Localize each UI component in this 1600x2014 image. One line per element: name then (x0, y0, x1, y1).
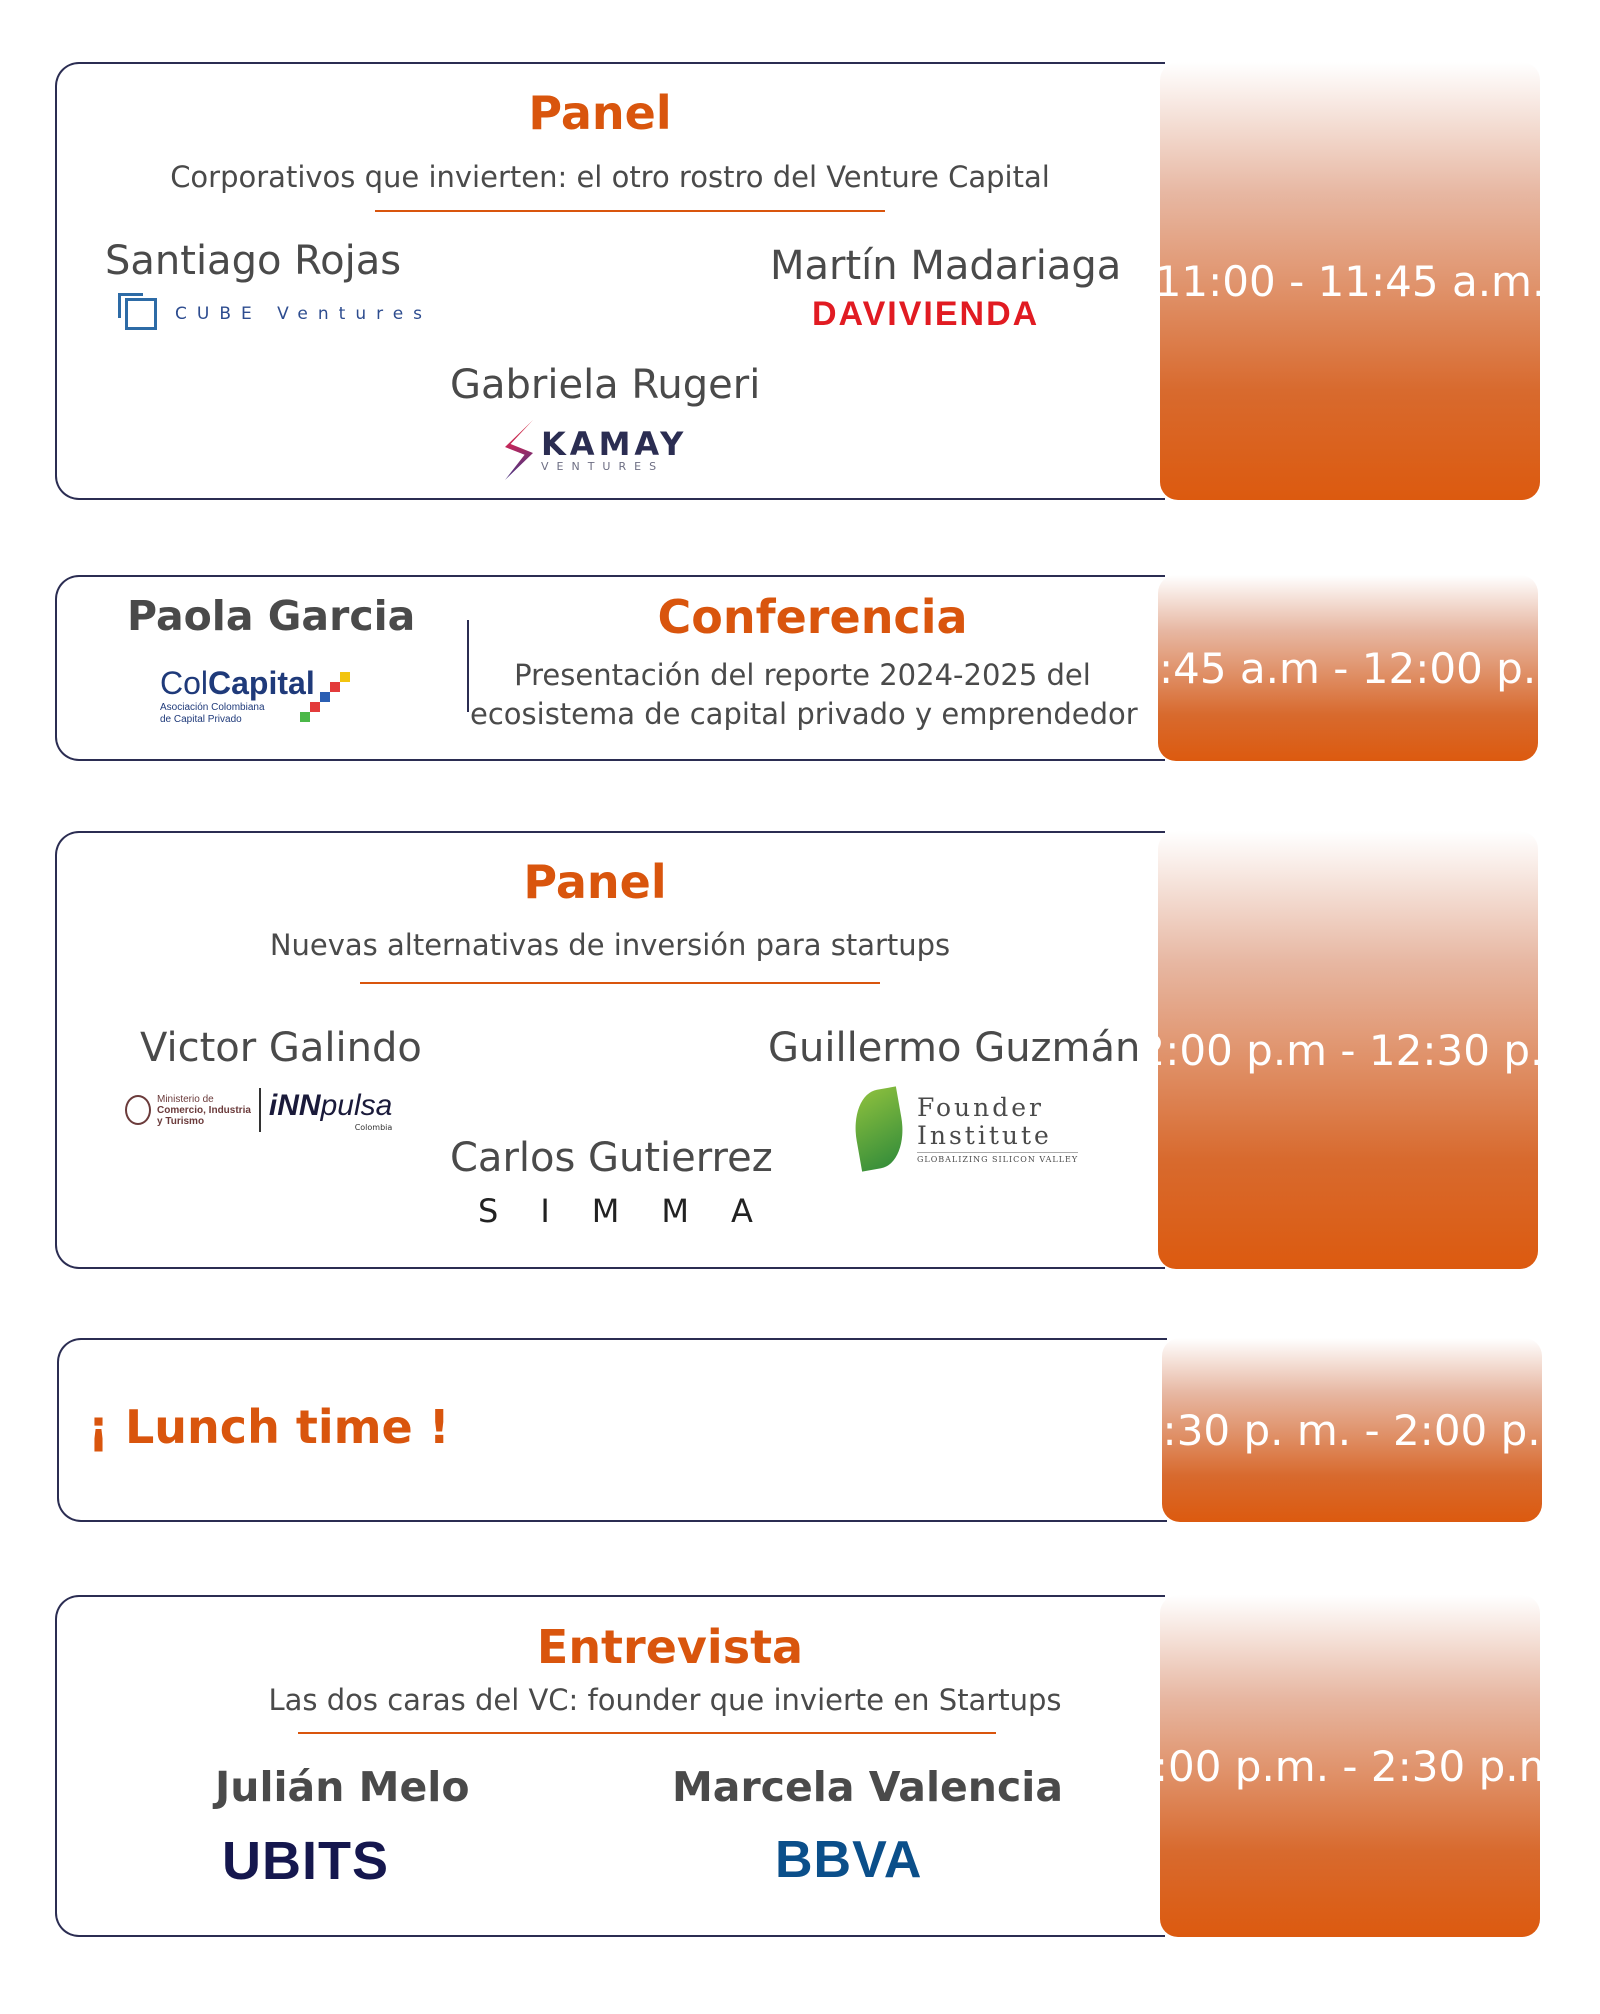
session-type: Panel (523, 855, 667, 909)
org-label: SIMMA (478, 1192, 795, 1230)
org-label: Comercio, Industria (157, 1104, 251, 1116)
divider (259, 1088, 261, 1132)
org-sublabel: VENTURES (541, 459, 665, 473)
time-badge-3 (1111, 831, 1585, 1269)
org-label: Institute (917, 1121, 1052, 1150)
divider (467, 620, 469, 712)
org-label: CUBE Ventures (175, 304, 433, 324)
speaker-name: Gabriela Rugeri (450, 362, 761, 408)
org-sublabel: Colombia (354, 1122, 393, 1132)
session-subtitle: Las dos caras del VC: founder que invierte en Startups (268, 1683, 1062, 1717)
session-subtitle: ecosistema de capital privado y emprendedor (470, 697, 1138, 731)
title-rule (298, 1732, 996, 1734)
pixel-icon (340, 672, 350, 682)
pixel-icon (300, 712, 310, 722)
davivienda-logo (812, 295, 1039, 334)
kamay-icon (505, 420, 533, 480)
title-rule (360, 982, 880, 984)
session-type: Panel (528, 86, 672, 140)
speaker-name: Santiago Rojas (105, 238, 402, 284)
time-badge-4 (1109, 1338, 1595, 1522)
org-label: iNNpulsa (268, 1088, 393, 1122)
pixel-icon (330, 682, 340, 692)
lunch-title: ¡ Lunch time ! (88, 1400, 450, 1454)
time-text: 2:00 p.m. - 2:30 p.m. (1127, 1741, 1573, 1791)
org-label: BBVA (775, 1831, 923, 1889)
org-label: UBITS (222, 1831, 389, 1891)
bbva-logo (775, 1830, 922, 1890)
speaker-name: Marcela Valencia (672, 1763, 1064, 1811)
colcapital-logo (160, 665, 315, 726)
kamay-ventures-logo (505, 420, 687, 480)
simma-logo (478, 1192, 795, 1230)
org-label: Ministerio de (157, 1093, 214, 1105)
title-rule (375, 210, 885, 212)
org-label: DAVIVIENDA (812, 295, 1040, 333)
ubits-logo (222, 1830, 389, 1892)
session-subtitle: Corporativos que invierten: el otro rostro del Venture Capital (170, 160, 1050, 194)
leaf-icon (849, 1086, 910, 1171)
speaker-name: Carlos Gutierrez (450, 1135, 773, 1181)
founder-institute-logo (855, 1090, 1078, 1168)
minciencias-innpulsa-logo (125, 1088, 392, 1132)
pixel-icon (310, 702, 320, 712)
session-type: Conferencia (657, 590, 968, 644)
org-label: Founder (917, 1093, 1044, 1122)
org-sublabel: Asociación Colombiana (160, 702, 265, 713)
time-text: 11:00 - 11:45 a.m. (1154, 256, 1546, 306)
time-badge-2 (1105, 575, 1591, 761)
pixel-icon (320, 692, 330, 702)
time-text: 11:45 a.m - 12:00 p.m. (1105, 643, 1591, 693)
speaker-name: Julián Melo (215, 1763, 470, 1811)
cube-ventures-logo (125, 298, 432, 330)
speaker-name: Guillermo Guzmán (768, 1025, 1141, 1071)
org-label: ColCapital (160, 665, 315, 701)
org-label: y Turismo (157, 1115, 205, 1127)
org-label: KAMAY (541, 424, 688, 463)
speaker-name: Victor Galindo (140, 1025, 422, 1071)
time-badge-1 (1154, 62, 1546, 500)
session-subtitle: Nuevas alternativas de inversión para startups (269, 928, 951, 962)
speaker-name: Paola Garcia (127, 592, 416, 640)
org-sublabel: de Capital Privado (160, 714, 242, 725)
session-type: Entrevista (536, 1620, 804, 1674)
cube-icon (125, 298, 157, 330)
speaker-name: Martín Madariaga (770, 243, 1122, 289)
time-text: 12:30 p. m. - 2:00 p.m. (1109, 1405, 1595, 1455)
colombia-seal-icon (125, 1095, 151, 1125)
session-subtitle: Presentación del reporte 2024-2025 del (514, 658, 1091, 692)
org-sublabel: GLOBALIZING SILICON VALLEY (917, 1152, 1078, 1164)
time-text: 12:00 p.m - 12:30 p.m (1111, 1025, 1585, 1075)
